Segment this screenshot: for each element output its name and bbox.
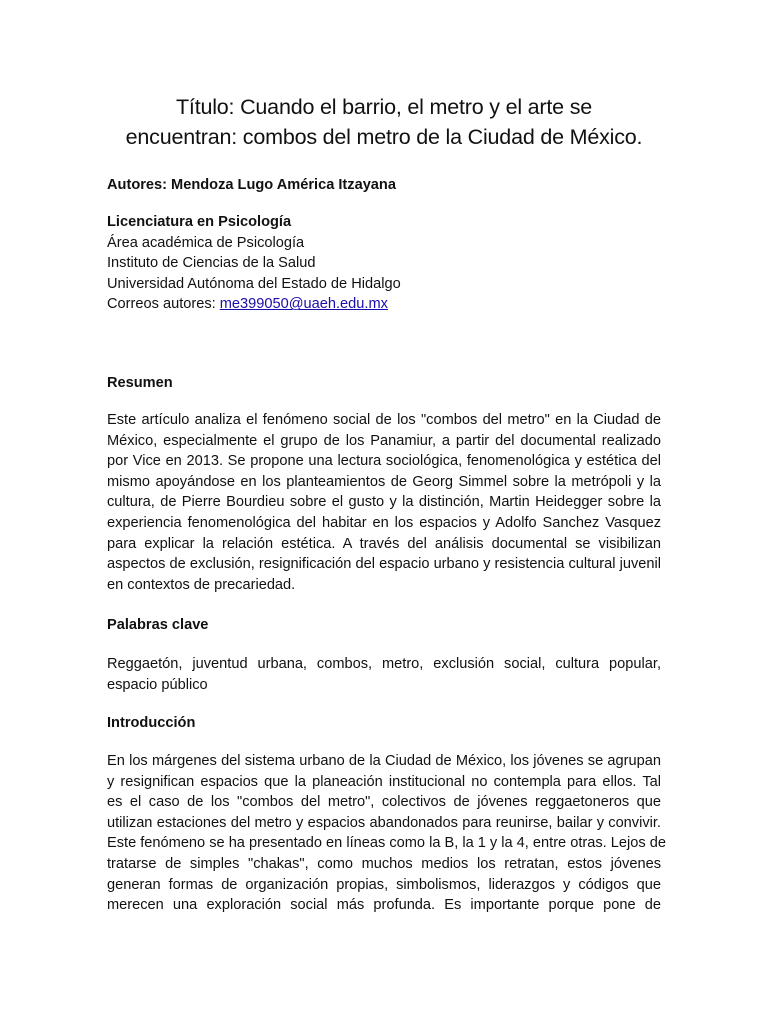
- institute: Instituto de Ciencias de la Salud: [107, 255, 316, 272]
- resumen-paragraph: [107, 410, 661, 595]
- introduccion-line: En los márgenes del sistema urbano de la Ciudad de México, los jóvenes se agrupan: [107, 753, 661, 769]
- degree-program: Licenciatura en Psicología: [107, 214, 292, 230]
- resumen-heading: Resumen: [107, 375, 173, 391]
- palabras-clave-heading: Palabras clave: [107, 617, 209, 633]
- introduccion-heading: Introducción: [107, 715, 196, 731]
- introduccion-line: Este fenómeno se ha presentado en líneas como la B, la 1 y la 4, entre otras. Lejos de: [107, 835, 666, 852]
- authors-line: Autores: Mendoza Lugo América Itzayana: [107, 177, 396, 193]
- author-email-link[interactable]: me399050@uaeh.edu.mx: [219, 296, 388, 313]
- resumen-line: aspectos de exclusión, resignificación del espacio urbano y resistencia cultural juvenil: [107, 556, 661, 573]
- paper-title-line-2: encuentran: combos del metro de la Ciudad de México.: [125, 125, 643, 149]
- resumen-line: en contextos de precariedad.: [107, 576, 296, 593]
- introduccion-line: merecen una exploración social más profunda. Es importante porque pone de: [107, 897, 661, 914]
- resumen-line: experiencia fenomenológica del habitar en los espacios y Adolfo Sanchez Vasquez: [107, 514, 661, 531]
- resumen-line: mismo apoyándose en los planteamientos de Georg Simmel sobre la metrópoli y la: [107, 473, 661, 490]
- academic-area: Área académica de Psicología: [107, 234, 305, 251]
- resumen-line: para explicar la relación estética. A través del análisis documental se visibilizan: [107, 535, 661, 552]
- paper-title-line-1: Título: Cuando el barrio, el metro y el arte se: [175, 95, 593, 119]
- palabras-clave-line: Reggaetón, juventud urbana, combos, metro, exclusión social, cultura popular,: [107, 656, 661, 672]
- emails-line: [107, 294, 661, 315]
- resumen-line: por Vice en 2013. Se propone una lectura sociológica, fenomenológica y estética del: [107, 453, 661, 470]
- introduccion-line: tratarse de simples "chakas", como muchos medios los retratan, estos jóvenes: [107, 855, 661, 872]
- introduccion-paragraph: [107, 751, 666, 916]
- introduccion-line: utilizan estaciones del metro y espacios abandonados para reunirse, bailar y convivir.: [107, 814, 661, 831]
- introduccion-line: y resignifican espacios que la planeación institucional no contempla para ellos. Tal: [107, 773, 661, 790]
- paper-title: [107, 92, 661, 152]
- affiliation-block: [107, 212, 661, 315]
- palabras-clave-line: espacio público: [107, 676, 208, 693]
- emails-label: Correos autores:: [107, 296, 220, 313]
- introduccion-line: es el caso de los "combos del metro", colectivos de jóvenes reggaetoneros que: [107, 794, 661, 811]
- resumen-line: Este artículo analiza el fenómeno social de los "combos del metro" en la Ciudad de: [107, 412, 661, 428]
- university: Universidad Autónoma del Estado de Hidalgo: [107, 275, 401, 292]
- resumen-line: cultura, de Pierre Bourdieu sobre el gusto y la distinción, Martin Heidegger sobre la: [107, 494, 661, 511]
- introduccion-line: generan formas de organización propias, simbolismos, liderazgos y códigos que: [107, 876, 661, 893]
- palabras-clave-paragraph: [107, 654, 661, 695]
- resumen-line: México, especialmente el grupo de los Panamiur, a partir del documental realizado: [107, 432, 661, 449]
